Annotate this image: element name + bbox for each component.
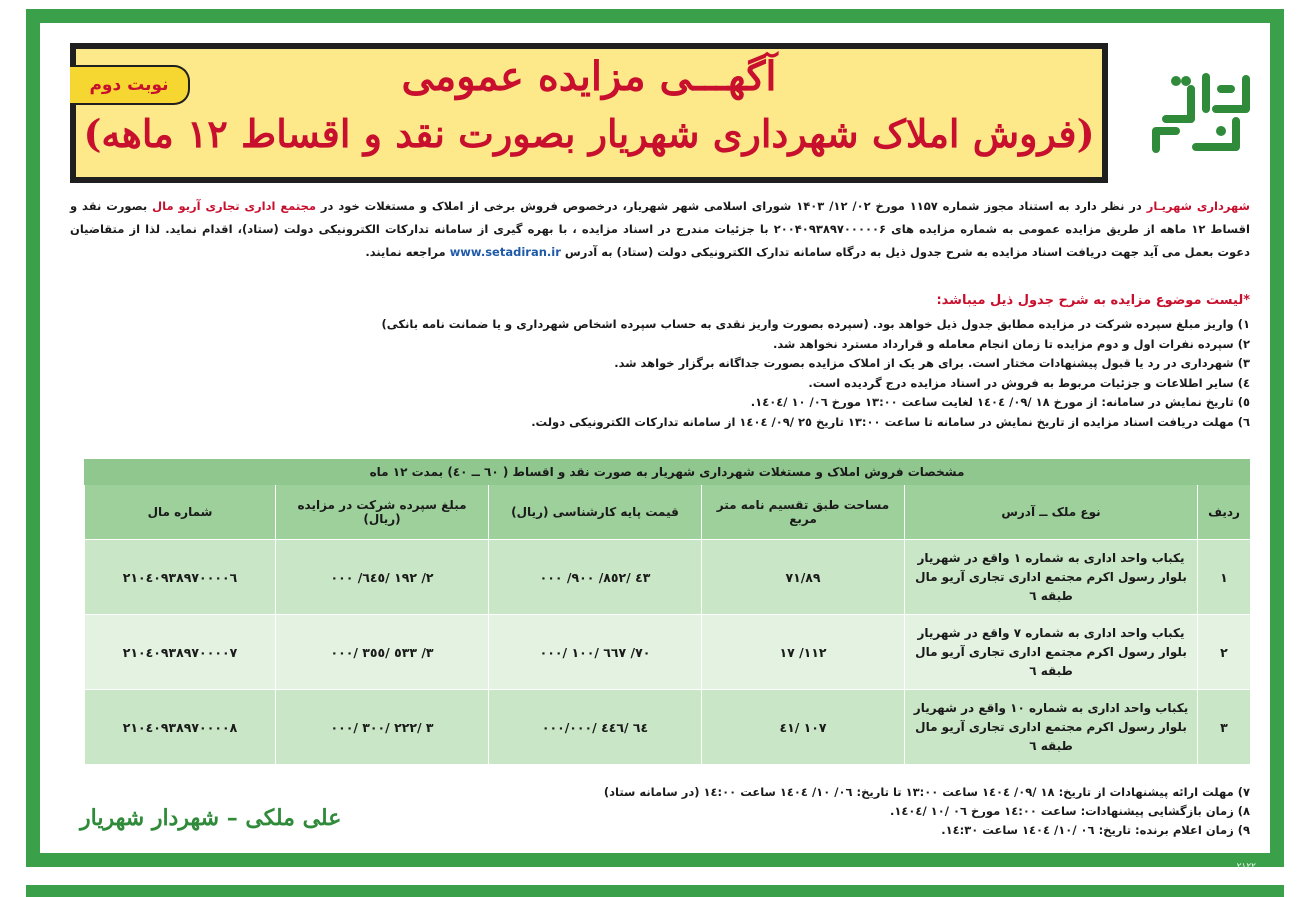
title-main: آگهـــی مزایده عمومی	[401, 53, 777, 100]
list-title: *لیست موضوع مزایده به شرح جدول ذیل میباشد:	[936, 293, 1250, 308]
ad-code: ۲۱۲۲	[1236, 862, 1256, 872]
table-row: ۲ یکباب واحد اداری به شماره ۷ واقع در شهریار بلوار رسول اکرم مجتمع اداری تجاری آریو مال طبقه ٦ ۱۱۲/ ۱۷ ۷۰/ ٦٦۷ /۱۰۰ /۰۰۰ ۳/ ٥۳۳ /۳٥٥ /۰۰۰ ۲۱۰٤۰۹۳۸۹۷۰۰۰۰۷	[85, 615, 1251, 690]
table-row: ۱ یکباب واحد اداری به شماره ۱ واقع در شهریار بلوار رسول اکرم مجتمع اداری تجاری آریو مال طبقه ٦ ۷۱/۸۹ ٤۳ /۸٥۲/ ۹۰۰/ ۰۰۰ ۲/ ۱۹۲ /٦٤٥/ ۰۰۰ ۲۱۰٤۰۹۳۸۹۷۰۰۰۰٦	[85, 540, 1251, 615]
list-item: ۲) سپرده نفرات اول و دوم مزایده تا زمان انجام معامله و قرارداد مسترد نخواهد شد.	[772, 336, 1250, 351]
col-address: نوع ملک ــ آدرس	[905, 485, 1198, 540]
list-item: ٤) سایر اطلاعات و جزئیات مربوط به فروش در اسناد مزایده درج گردیده است.	[808, 375, 1250, 390]
col-row-number: ردیف	[1198, 485, 1251, 540]
intro-paragraph: شهرداری شهریـار در نظر دارد به استناد مجوز شماره ۱۱۵۷ مورخ ۰۲/ ۱۲/ ۱۴۰۳ شورای اسلامی شهر شهریار، درخصوص فروش برخی از املاک و مستغلات خود در مجتمع اداری تجاری آریو مال بصورت نقد و اقساط ۱۲ ماهه از طریق مزایده عمومی به شماره مزایده های ۲۰۰۴۰۹۳۸۹۷۰۰۰۰۰۶ با جزئیات مندرج در اسناد مزایده ، با بهره گیری از سامانه تدارکات الکترونیکی دولت (ستاد)، اقدام نماید. لذا از متقاضیان دعوت بعمل می آید جهت دریافت اسناد مزایده به شرح جدول ذیل به درگاه سامانه تدارک الکترونیکی دولت (ستاد) به آدرس www.setadiran.ir مراجعه نمایند.	[70, 199, 1250, 259]
table-header-row	[85, 485, 1251, 540]
bottom-strip	[26, 885, 1284, 897]
title-sub: (فروش املاک شهرداری شهریار بصورت نقد و اقساط ۱۲ ماهه)	[83, 111, 1095, 156]
list-item: ۷) مهلت ارائه پیشنهادات از تاریخ: ۱۸ /۰۹/ ۱٤۰٤ ساعت ۱۳:۰۰ تا تاریخ: ۰٦/ ۱۰/ ۱٤۰٤ ساعت ۱٤:۰۰ (در سامانه ستاد)	[603, 785, 1250, 799]
ad-body	[40, 23, 1270, 853]
list-item: ٥) تاریخ نمایش در سامانه: از مورخ ۱۸ /۰۹/ ۱٤۰٤ لغایت ساعت ۱۳:۰۰ مورخ ۰٦/ ۱۰ /۱٤۰٤.	[750, 395, 1250, 409]
list-item: ٦) مهلت دریافت اسناد مزایده از تاریخ نمایش در سامانه تا ساعت ۱۳:۰۰ تاریخ ۲٥ /۰۹/ ۱٤۰٤ از سامانه تدارکات الکترونیکی دولت.	[531, 414, 1250, 429]
list-item: ۹) زمان اعلام برنده: تاریخ: ۰٦ /۱۰/ ۱٤۰٤ ساعت ۱٤:۳۰.	[941, 823, 1250, 837]
list-item: ۱) واریز مبلغ سپرده شرکت در مزایده مطابق جدول ذیل خواهد بود. (سپرده بصورت واریز نقدی به حساب سپرده اشخاص شهرداری و یا ضمانت نامه بانکی)	[381, 317, 1250, 331]
table-row: ۳ یکباب واحد اداری به شماره ۱۰ واقع در شهریار بلوار رسول اکرم مجتمع اداری تجاری آریو مال طبقه ٦ ۱۰۷ /٤۱ ٦٤ /٤٤٦ /۰۰۰/۰۰۰ ۳ /۲۲۲ /۳۰۰ /۰۰۰ ۲۱۰٤۰۹۳۸۹۷۰۰۰۰۸	[85, 690, 1251, 765]
table-caption: مشخصات فروش املاک و مستغلات شهرداری شهریار به صورت نقد و اقساط ( ٦۰ ــ ٤۰) بمدت ۱۲ ماه	[84, 459, 1250, 485]
title-banner	[70, 43, 1108, 183]
org-name: شهرداری شهریـار	[1146, 199, 1250, 213]
place-name: مجتمع اداری تجاری آریو مال	[152, 199, 316, 213]
setad-link[interactable]: www.setadiran.ir	[449, 245, 561, 259]
mayor-signature: علی ملکی – شهردار شهریار	[80, 805, 342, 831]
col-deposit: مبلغ سپرده شرکت در مزایده (ریال)	[276, 485, 489, 540]
dates-list	[604, 783, 1250, 840]
col-base-price: قیمت پایه کارشناسی (ریال)	[489, 485, 702, 540]
col-area: مساحت طبق تقسیم نامه متر مربع	[702, 485, 905, 540]
list-item: ۳) شهرداری در رد یا قبول پیشنهادات مختار است. برای هر یک از املاک مزایده بصورت جداگانه برگزار خواهد شد.	[614, 356, 1250, 370]
list-item: ۸) زمان بازگشایی پیشنهادات: ساعت ۱٤:۰۰ مورخ ۰٦ /۱۰ /۱٤۰٤.	[890, 804, 1250, 818]
ad-frame	[26, 9, 1284, 872]
shahriar-municipality-logo	[1136, 59, 1260, 159]
col-property-id: شماره مال	[85, 485, 276, 540]
round-badge: نوبت دوم	[70, 65, 190, 105]
property-table	[84, 459, 1250, 777]
conditions-list	[100, 315, 1250, 432]
